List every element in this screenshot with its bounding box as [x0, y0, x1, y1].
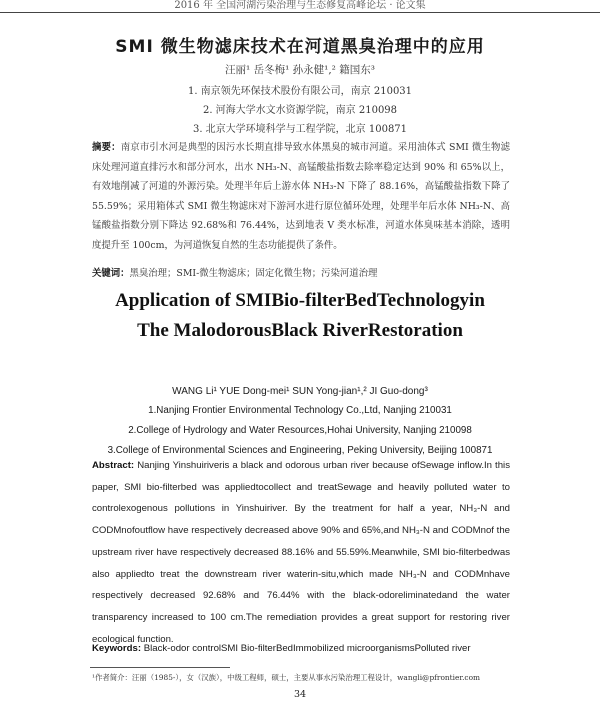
chinese-keywords-label: 关键词：	[92, 268, 130, 279]
english-keywords	[92, 643, 510, 654]
english-abstract-text: Nanjing Yinshuiriveris a black and odorous urban river because ofSewage inflow.In this paper, SMI bio-filterbed was appliedtocollect and treatSewage and heavily polluted water to controlexogenous pollutions in Yinshuiriver. By the treatment for half a year, NH₃-N and CODMnofoutflow have respectively decreased above 90% and 65%,and NH₃-N and CODMnof the upstream river have respectively decreased 88.16% and 55.59%.Meanwhile, SMI bio-filterbedwas also appliedto treat the downstream river waterin-situ,which made NH₃-N and CODMnhave respectively decreased 92.68% and 76.44% with the black-odoreliminatedand the water transparency increased to 100 cm.The remediation provides a great support for restoring river ecological function.	[92, 460, 510, 645]
english-keywords-label: Keywords:	[92, 643, 142, 654]
english-abstract-label: Abstract:	[92, 460, 135, 471]
english-affiliation-3: 3.College of Environmental Sciences and Engineering, Peking University, Beijing 100871	[107, 445, 493, 456]
running-header: 2016 年 全国河湖污染治理与生态修复高峰论坛 · 论文集	[0, 0, 600, 13]
footnote-divider	[90, 667, 230, 668]
english-affiliation-1: 1.Nanjing Frontier Environmental Technology Co.,Ltd, Nanjing 210031	[148, 405, 452, 416]
english-title-line-1: Application of SMIBio-filterBedTechnologyin	[115, 290, 485, 311]
chinese-affiliation-2: 2. 河海大学水文水资源学院，南京 210098	[202, 105, 398, 116]
chinese-keywords	[92, 264, 510, 284]
chinese-affiliation-1: 1. 南京领先环保技术股份有限公司，南京 210031	[187, 86, 413, 97]
chinese-abstract-text: 南京市引水河是典型的因污水长期直排导致水体黑臭的城市河道。采用油体式 SMI 微生物滤床处理河道直排污水和部分河水，出水 NH₃-N、高锰酸盐指数去除率稳定达到 90% 和 65%以上，有效地削减了河道的外源污染。处理半年后上游水体 NH₃-N 下降了 88.16%，高锰酸盐指数下降了 55.59%；采用箱体式 SMI 微生物滤床对下游河水进行原位循环处理，处理半年后水体 NH₃-N、高锰酸盐指数分别下降达 92.68%和 76.44%，达到地表 V 类水标准，河道水体臭味基本消除，透明度提升至 100cm，为河道恢复自然的生态功能提供了条件。	[92, 142, 510, 251]
chinese-abstract-label: 摘要：	[92, 142, 121, 153]
page-number: 34	[293, 689, 307, 700]
chinese-affiliation-3: 3. 北京大学环境科学与工程学院，北京 100871	[192, 124, 408, 135]
english-title-line-2: The MalodorousBlack RiverRestoration	[137, 320, 463, 341]
chinese-authors: 汪丽¹ 岳冬梅¹ 孙永健¹,² 籍国东³	[225, 64, 375, 76]
chinese-title: SMI 微生物滤床技术在河道黑臭治理中的应用	[115, 37, 485, 57]
english-abstract	[92, 455, 510, 650]
footnote: ¹作者简介：汪丽（1985-），女（汉族），中级工程师，硕士，主要从事水污染治理工程设计，wangli@pfrontier.com	[92, 673, 481, 682]
english-keywords-text: Black-odor controlSMI Bio-filterBedImmobilized microorganismsPolluted river	[143, 643, 471, 654]
english-authors: WANG Li¹ YUE Dong-mei¹ SUN Yong-jian¹,² JI Guo-dong³	[172, 386, 428, 397]
english-affiliation-2: 2.College of Hydrology and Water Resources,Hohai University, Nanjing 210098	[128, 425, 472, 436]
chinese-keywords-text: 黑臭治理；SMI-微生物滤床；固定化微生物；污染河道治理	[129, 268, 378, 279]
chinese-abstract	[92, 138, 510, 255]
